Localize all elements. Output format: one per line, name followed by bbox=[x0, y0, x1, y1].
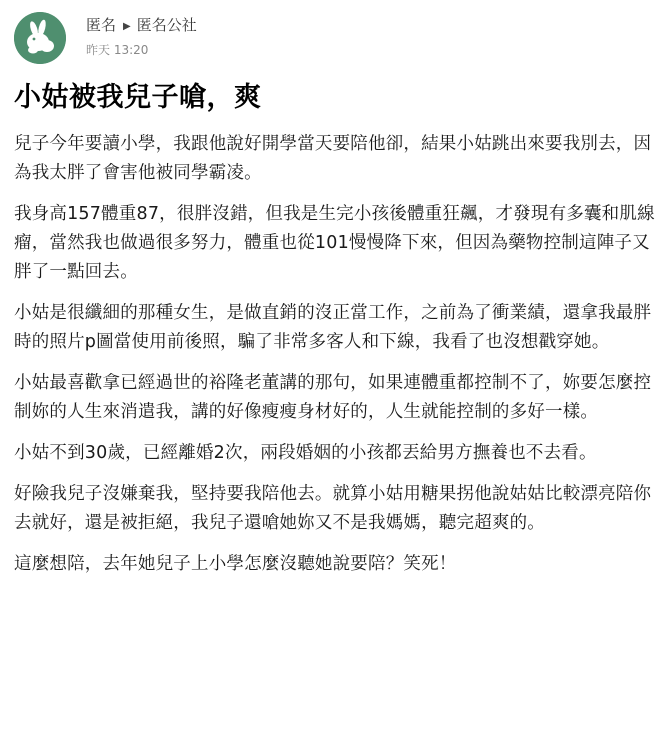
paragraph: 小姑是很纖細的那種女生，是做直銷的沒正當工作，之前為了衝業績，還拿我最胖時的照片p圖當使用前後照，騙了非常多客人和下線，我看了也沒想戳穿她。 bbox=[14, 303, 652, 352]
post-body bbox=[14, 130, 656, 591]
paragraph: 小姑最喜歡拿已經過世的裕隆老董講的那句，如果連體重都控制不了，妳要怎麼控制妳的人生來消遣我，講的好像瘦瘦身材好的，人生就能控制的多好一樣。 bbox=[14, 373, 652, 422]
paragraph: 這麼想陪，去年她兒子上小學怎麼沒聽她說要陪？笑死！ bbox=[14, 554, 457, 574]
triangle-right-icon: ▶ bbox=[123, 21, 131, 32]
paragraph: 好險我兒子沒嫌棄我，堅持要我陪他去。就算小姑用糖果拐他說姑姑比較漂亮陪你去就好，還是被拒絕，我兒子還嗆她妳又不是我媽媽，聽完超爽的。 bbox=[14, 484, 652, 533]
paragraph: 兒子今年要讀小學，我跟他說好開學當天要陪他卻，結果小姑跳出來要我別去，因為我太胖了會害他被同學霸凌。 bbox=[14, 134, 652, 183]
paragraph: 我身高157體重87，很胖沒錯，但我是生完小孩後體重狂飆，才發現有多囊和肌線瘤，當然我也做過很多努力，體重也從101慢慢降下來，但因為藥物控制這陣子又胖了一點回去。 bbox=[14, 204, 655, 282]
paragraph: 小姑不到30歲，已經離婚2次，兩段婚姻的小孩都丟給男方撫養也不去看。 bbox=[14, 443, 597, 463]
rabbit-icon bbox=[14, 12, 66, 64]
board-link[interactable]: 匿名公社 bbox=[136, 16, 197, 34]
author-name[interactable]: 匿名 bbox=[86, 16, 117, 34]
post-timestamp: 昨天 13:20 bbox=[86, 43, 149, 57]
post-title: 小姑被我兒子嗆，爽 bbox=[14, 82, 262, 113]
post-meta bbox=[86, 15, 197, 58]
avatar[interactable] bbox=[14, 12, 66, 64]
post-header bbox=[14, 12, 654, 64]
breadcrumb bbox=[86, 15, 197, 37]
